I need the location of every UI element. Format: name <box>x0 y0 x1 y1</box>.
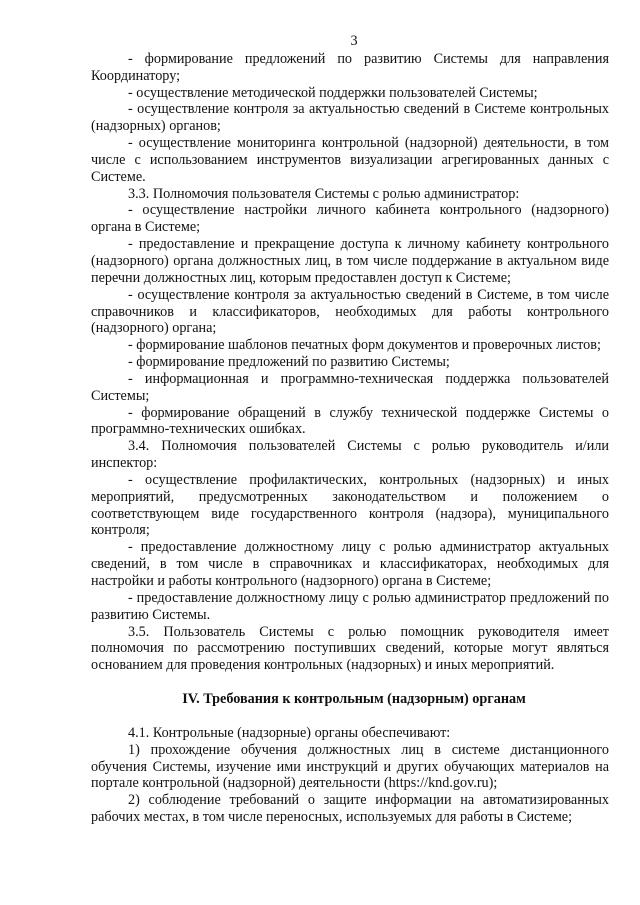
paragraph: - формирование шаблонов печатных форм документов и проверочных листов; <box>128 337 601 354</box>
section-heading: IV. Требования к контрольным (надзорным) органам <box>182 691 526 708</box>
paragraph: - формирование предложений по развитию Системы для направления Координатору; <box>91 50 609 84</box>
paragraph: - осуществление настройки личного кабинета контрольного (надзорного) органа в Системе; <box>91 202 609 236</box>
paragraph: - формирование обращений в службу технической поддержке Системы о программно-технических ошибках. <box>91 404 609 438</box>
paragraph: - предоставление и прекращение доступа к личному кабинету контрольного (надзорного) органа должностных лиц, в том числе поддержание в актуальном виде перечни должностных лиц, которым предоставлен доступ к Системе; <box>91 236 609 286</box>
paragraph: - информационная и программно-техническая поддержка пользователей Системы; <box>91 370 609 404</box>
paragraph: - осуществление контроля за актуальностью сведений в Системе контрольных (надзорных) органов; <box>91 101 609 135</box>
section-3-4-title: 3.4. Полномочия пользователей Системы с ролью руководитель и/или инспектор: <box>91 438 609 472</box>
paragraph: - формирование предложений по развитию Системы; <box>128 354 450 371</box>
page-number: 3 <box>350 33 358 49</box>
section-4-1-title: 4.1. Контрольные (надзорные) органы обеспечивают: <box>128 724 451 741</box>
paragraph: - осуществление методической поддержки пользователей Системы; <box>128 84 538 101</box>
paragraph: - осуществление контроля за актуальностью сведений в Системе, в том числе справочников и классификаторов, необходимых для работы контрольного (надзорного) органа; <box>91 286 609 337</box>
section-3-5-paragraph: 3.5. Пользователь Системы с ролью помощник руководителя имеет полномочия по рассмотрению поступивших сведений, которые могут являться основанием для проведения контрольных (надзорных) и иных мероприятий. <box>91 623 609 674</box>
paragraph: - осуществление мониторинга контрольной (надзорной) деятельности, в том числе с использованием инструментов визуализации агрегированных данных с Системе. <box>91 135 609 185</box>
paragraph: 1) прохождение обучения должностных лиц в системе дистанционного обучения Системы, изучение ими инструкций и других обучающих материалов на портале контрольной (надзорной) деятельности (https://knd.gov.ru); <box>91 741 609 792</box>
paragraph: - предоставление должностному лицу с ролью администратор предложений по развитию Системы. <box>91 589 609 623</box>
paragraph: - осуществление профилактических, контрольных (надзорных) и иных мероприятий, предусмотренных законодательством и положением о соответствующем виде государственного контроля (надзора), муниципального контроля; <box>91 471 609 539</box>
paragraph: 2) соблюдение требований о защите информации на автоматизированных рабочих местах, в том числе переносных, используемых для работы в Системе; <box>91 792 609 826</box>
section-3-3-title: 3.3. Полномочия пользователя Системы с ролью администратор: <box>128 185 520 202</box>
paragraph: - предоставление должностному лицу с ролью администратор актуальных сведений, в том числе в справочниках и классификаторах, необходимых для настройки и работы контрольного (надзорного) органа в Системе; <box>91 539 609 589</box>
document-page <box>91 33 609 826</box>
